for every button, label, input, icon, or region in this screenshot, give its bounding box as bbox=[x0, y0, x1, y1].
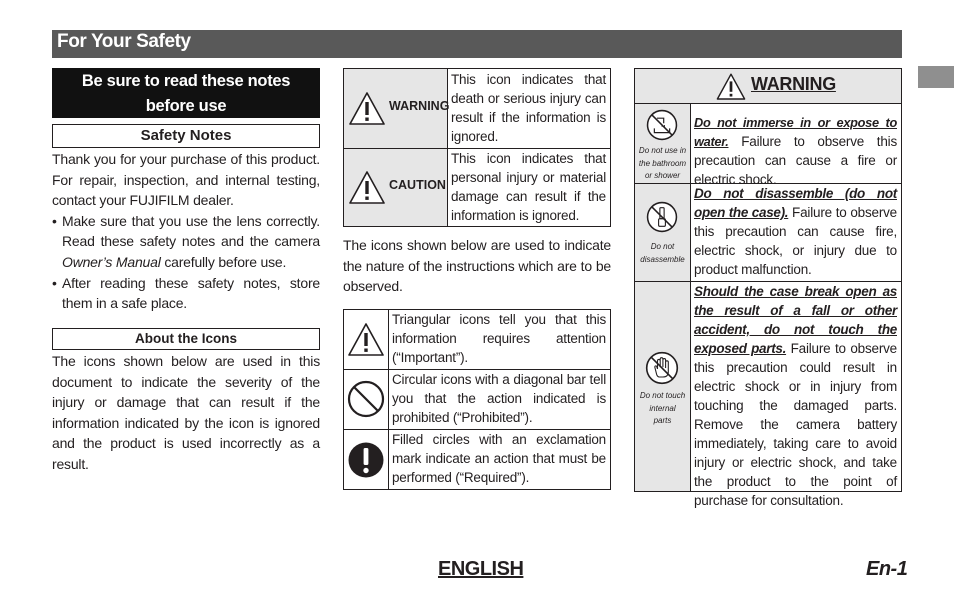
warning-row-water bbox=[635, 104, 901, 187]
warning-table bbox=[634, 68, 902, 508]
no-water-icon bbox=[645, 108, 679, 142]
warning-triangle-icon bbox=[347, 89, 387, 129]
section-title-bar bbox=[52, 30, 902, 58]
warning-icon-cell bbox=[635, 282, 691, 491]
warning-text-water: Do not immerse in or expose to water. Failure to observe this precaution can cause a fire or electric shock. bbox=[694, 115, 897, 187]
severity-text-caution: This icon indicates that personal injury or material damage can result if the information is ignored. bbox=[451, 151, 606, 223]
icon-type-text-prohibited: Circular icons with a diagonal bar tell you that the action indicated is prohibited (“Prohibited”). bbox=[392, 372, 606, 425]
warning-icon-cell bbox=[635, 184, 691, 281]
icon-types-table bbox=[343, 309, 611, 490]
severity-text-warning: This icon indicates that death or serious injury can result if the information is ignored. bbox=[451, 72, 606, 144]
footer-language: ENGLISH bbox=[438, 558, 524, 580]
warning-icon-caption: Do not disassemble bbox=[640, 242, 685, 264]
severity-label-caution: CAUTION bbox=[389, 178, 446, 192]
severity-icon-cell bbox=[344, 69, 448, 148]
warning-icon-caption: Do not touch internal parts bbox=[639, 391, 686, 425]
warning-table-title: WARNING bbox=[751, 74, 836, 94]
bullet-store-notes: • After reading these safety notes, store them in a safe place. bbox=[52, 273, 320, 314]
triangle-exclamation-icon bbox=[346, 320, 386, 360]
safety-notes-heading: Safety Notes bbox=[52, 124, 320, 148]
severity-row-caution bbox=[344, 149, 610, 226]
no-disassemble-icon bbox=[645, 200, 679, 234]
icon-type-row-required bbox=[344, 430, 610, 489]
warning-row-disassemble bbox=[635, 184, 901, 282]
read-notes-heading-line1: Be sure to read these notes bbox=[81, 72, 291, 90]
about-icons-heading: About the Icons bbox=[52, 328, 320, 350]
severity-table bbox=[343, 68, 611, 227]
icon-type-cell bbox=[344, 310, 389, 369]
warning-row-touch bbox=[635, 282, 901, 508]
warning-table-header bbox=[635, 69, 901, 104]
section-title: For Your Safety bbox=[57, 31, 191, 52]
severity-icon-cell bbox=[344, 149, 448, 226]
page-number: En-1 bbox=[866, 558, 908, 580]
icon-type-row-important bbox=[344, 310, 610, 370]
warning-text-touch: Should the case break open as the result of a fall or other accident, do not touch the exposed parts. Failure to observe this precaution could result in electric shock or in injury from touching the damaged parts. Remove the camera battery immediately, taking care to avoid injury or electric shock, and take the product to the point of purchase for consultation. bbox=[694, 284, 897, 508]
intro-paragraph: Thank you for your purchase of this product. For repair, inspection, and internal testing, contact your FUJIFILM dealer. bbox=[52, 151, 320, 209]
warning-icon-caption: Do not use in the bathroom or shower bbox=[638, 146, 687, 180]
icon-type-cell bbox=[344, 430, 389, 489]
bullet-lens-use: • Make sure that you use the lens correctly. Read these safety notes and the camera Owner’s Manual carefully before use. bbox=[52, 211, 320, 273]
required-icon bbox=[346, 440, 386, 480]
read-notes-heading-line2: before use bbox=[145, 97, 227, 115]
warning-icon-cell bbox=[635, 104, 691, 183]
warning-text-disassemble: Do not disassemble (do not open the case). Failure to observe this precaution can cause fire, electric shock, or injury due to product malfunction. bbox=[694, 186, 897, 277]
safety-notes-body bbox=[52, 149, 320, 314]
prohibited-icon bbox=[346, 379, 386, 419]
about-icons-paragraph: The icons shown below are used in this document to indicate the severity of the injury or damage that can result if the information indicated by the icon is ignored and the product is used incorrectly as a result. bbox=[52, 353, 320, 472]
chapter-tab bbox=[918, 66, 954, 88]
icon-type-text-required: Filled circles with an exclamation mark indicate an action that must be performed (“Required”). bbox=[392, 432, 606, 485]
severity-row-warning bbox=[344, 69, 610, 149]
icon-type-cell bbox=[344, 370, 389, 429]
icon-type-row-prohibited bbox=[344, 370, 610, 430]
warning-triangle-icon bbox=[714, 71, 748, 103]
icons-intro-paragraph: The icons shown below are used to indicate the nature of the instructions which are to be observed. bbox=[343, 237, 611, 295]
read-notes-heading bbox=[52, 68, 320, 118]
caution-triangle-icon bbox=[347, 168, 387, 208]
severity-label-warning: WARNING bbox=[389, 99, 450, 113]
no-touch-icon bbox=[644, 350, 680, 386]
icon-type-text-important: Triangular icons tell you that this information requires attention (“Important”). bbox=[392, 312, 606, 365]
